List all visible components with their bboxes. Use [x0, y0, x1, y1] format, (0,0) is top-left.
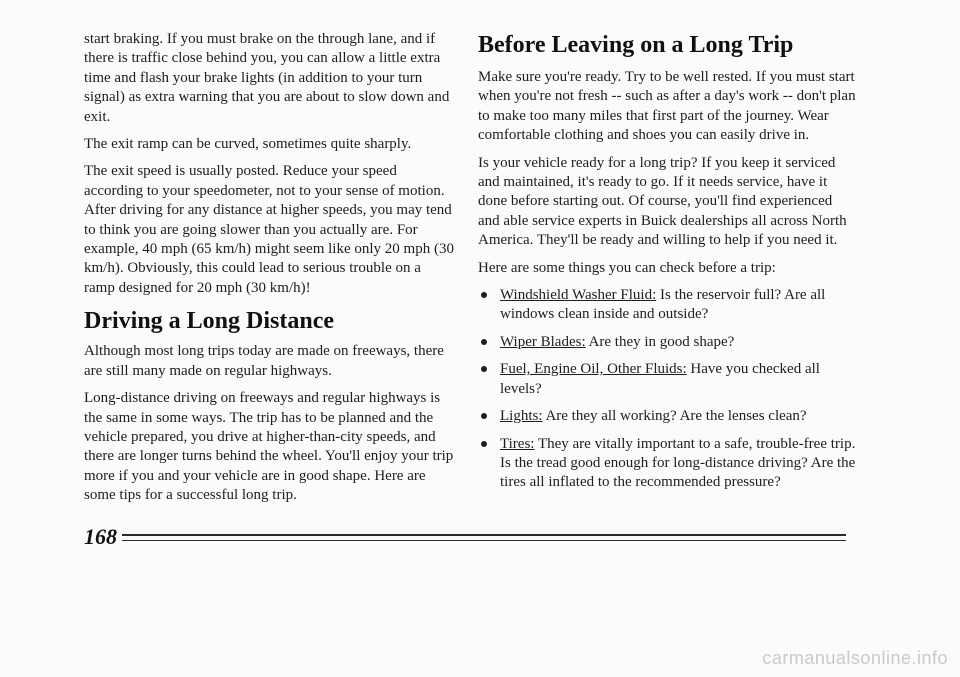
watermark: carmanualsonline.info — [762, 648, 948, 668]
list-item — [478, 435, 856, 493]
paragraph-vehicle-ready: Is your vehicle ready for a long trip? If you keep it serviced and maintained, it's ready to go. If it needs service, have it done before starting out. Of course, you'll find experienced and able service experts in Buick dealerships all across North America. They'll be ready and willing to help if you need it. — [478, 154, 847, 249]
bullet-icon — [481, 413, 487, 419]
right-column — [478, 30, 856, 501]
checklist-item-text: Is the reservoir full? Are all windows clean inside and outside? — [500, 287, 826, 323]
checklist-item-label: Wiper Blades: — [500, 333, 586, 350]
bullet-icon — [481, 292, 487, 298]
paragraph-exit-braking: start braking. If you must brake on the through lane, and if there is traffic close behind you, you can allow a little extra time and flash your brake lights (in addition to your turn signal) as extra warning that you are about to slow down and exit. — [84, 31, 450, 125]
page-number: 168 — [84, 524, 117, 549]
list-item — [478, 407, 856, 426]
checklist-item-text: They are vitally important to a safe, trouble-free trip. Is the tread good enough for long-distance driving? Are the tires all inflated to the recommended pressure? — [500, 435, 856, 491]
footer-rule — [122, 534, 846, 536]
heading-before-leaving: Before Leaving on a Long Trip — [478, 32, 794, 58]
footer-rule-thin — [122, 540, 846, 541]
left-column — [84, 30, 454, 514]
checklist-item-text: Are they in good shape? — [585, 333, 735, 350]
page-footer — [84, 524, 846, 554]
paragraph-exit-ramp: The exit ramp can be curved, sometimes quite sharply. — [84, 136, 412, 153]
checklist-item-label: Tires: — [500, 435, 535, 452]
list-item — [478, 286, 856, 325]
checklist-item-label: Windshield Washer Fluid: — [500, 287, 657, 304]
bullet-icon — [481, 366, 487, 372]
paragraph-be-ready: Make sure you're ready. Try to be well rested. If you must start when you're not fresh -- such as after a day's work -- don't plan to make too many miles that first part of the journey. Wear comfortable clothing and shoes you can easily drive in. — [478, 69, 856, 144]
paragraph-exit-speed: The exit speed is usually posted. Reduce your speed according to your speedometer, not to your sense of motion. After driving for any distance at higher speeds, you may tend to think you are going slower than you actually are. For example, 40 mph (65 km/h) might seem like only 20 mph (30 km/h). Obviously, this could lead to serious trouble on a ramp designed for 20 mph (30 km/h)! — [84, 163, 454, 296]
pre-trip-checklist — [478, 286, 856, 493]
paragraph-long-distance-driving: Long-distance driving on freeways and regular highways is the same in some ways. The trip has to be planned and the vehicle prepared, you drive at higher-than-city speeds, and there are longer turns behind the wheel. You'll enjoy your trip more if you and your vehicle are in good shape. Here are some tips for a successful long trip. — [84, 390, 454, 504]
checklist-item-label: Fuel, Engine Oil, Other Fluids: — [500, 361, 687, 378]
checklist-item-text: Have you checked all levels? — [500, 361, 820, 397]
checklist-item-label: Lights: — [500, 408, 543, 425]
paragraph-check-intro: Here are some things you can check before a trip: — [478, 259, 776, 276]
list-item — [478, 360, 856, 399]
list-item — [478, 333, 856, 352]
heading-driving-long-distance: Driving a Long Distance — [84, 308, 335, 335]
bullet-icon — [481, 339, 487, 345]
paragraph-long-trips-freeways: Although most long trips today are made on freeways, there are still many made on regular highways. — [84, 343, 444, 379]
bullet-icon — [481, 441, 487, 447]
checklist-item-text: Are they all working? Are the lenses clean? — [542, 408, 807, 425]
